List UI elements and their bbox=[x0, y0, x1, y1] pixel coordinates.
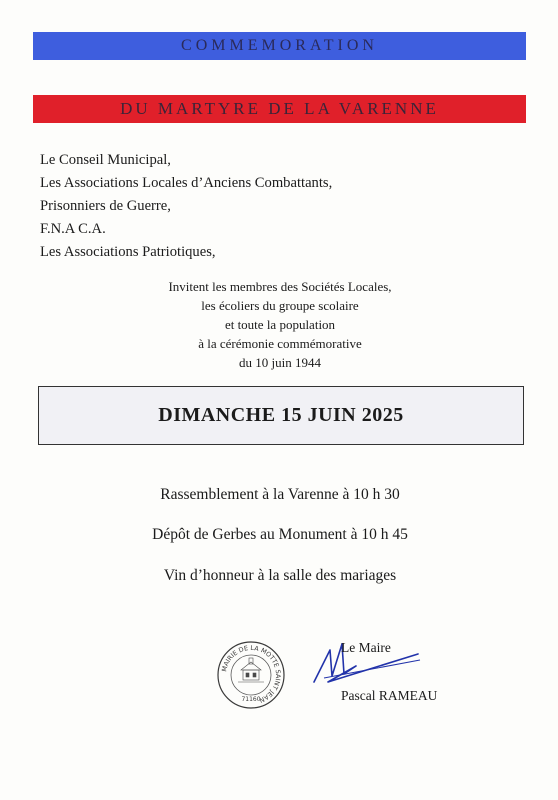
program-item: Vin d’honneur à la salle des mariages bbox=[163, 567, 397, 584]
town-seal-stamp bbox=[216, 640, 286, 710]
header-title-bottom: DU MARTYRE DE LA VARENNE bbox=[120, 99, 439, 118]
organizer-line: Le Conseil Municipal, bbox=[40, 152, 171, 168]
invitation-line: du 10 juin 1944 bbox=[239, 355, 321, 370]
organizer-line: Les Associations Patriotiques, bbox=[40, 244, 216, 260]
header-title-top: COMMEMORATION bbox=[181, 37, 378, 54]
seal-text: MAIRIE DE LA MOTTE SAINT JEAN bbox=[220, 643, 283, 705]
invitation-text bbox=[100, 277, 460, 372]
invitation-line: Invitent les membres des Sociétés Locales, bbox=[168, 279, 392, 294]
invitation-line: les écoliers du groupe scolaire bbox=[201, 298, 359, 313]
header-band-red bbox=[33, 95, 526, 123]
seal-code: 71160 bbox=[241, 696, 261, 703]
signatory-name: Pascal RAMEAU bbox=[341, 688, 438, 703]
event-date: DIMANCHE 15 JUIN 2025 bbox=[158, 404, 404, 426]
organizer-line: Prisonniers de Guerre, bbox=[40, 198, 171, 214]
program-item: Rassemblement à la Varenne à 10 h 30 bbox=[160, 486, 400, 503]
invitation-line: et toute la population bbox=[224, 317, 336, 332]
organizers-list bbox=[40, 149, 332, 264]
signatory-title: Le Maire bbox=[341, 640, 391, 655]
event-date-box bbox=[38, 386, 524, 445]
organizer-line: F.N.A C.A. bbox=[40, 221, 106, 237]
program-item: Dépôt de Gerbes au Monument à 10 h 45 bbox=[152, 526, 408, 543]
invitation-line: à la cérémonie commémorative bbox=[198, 336, 362, 351]
organizer-line: Les Associations Locales d’Anciens Combattants, bbox=[40, 175, 333, 191]
header-band-blue bbox=[33, 32, 526, 60]
